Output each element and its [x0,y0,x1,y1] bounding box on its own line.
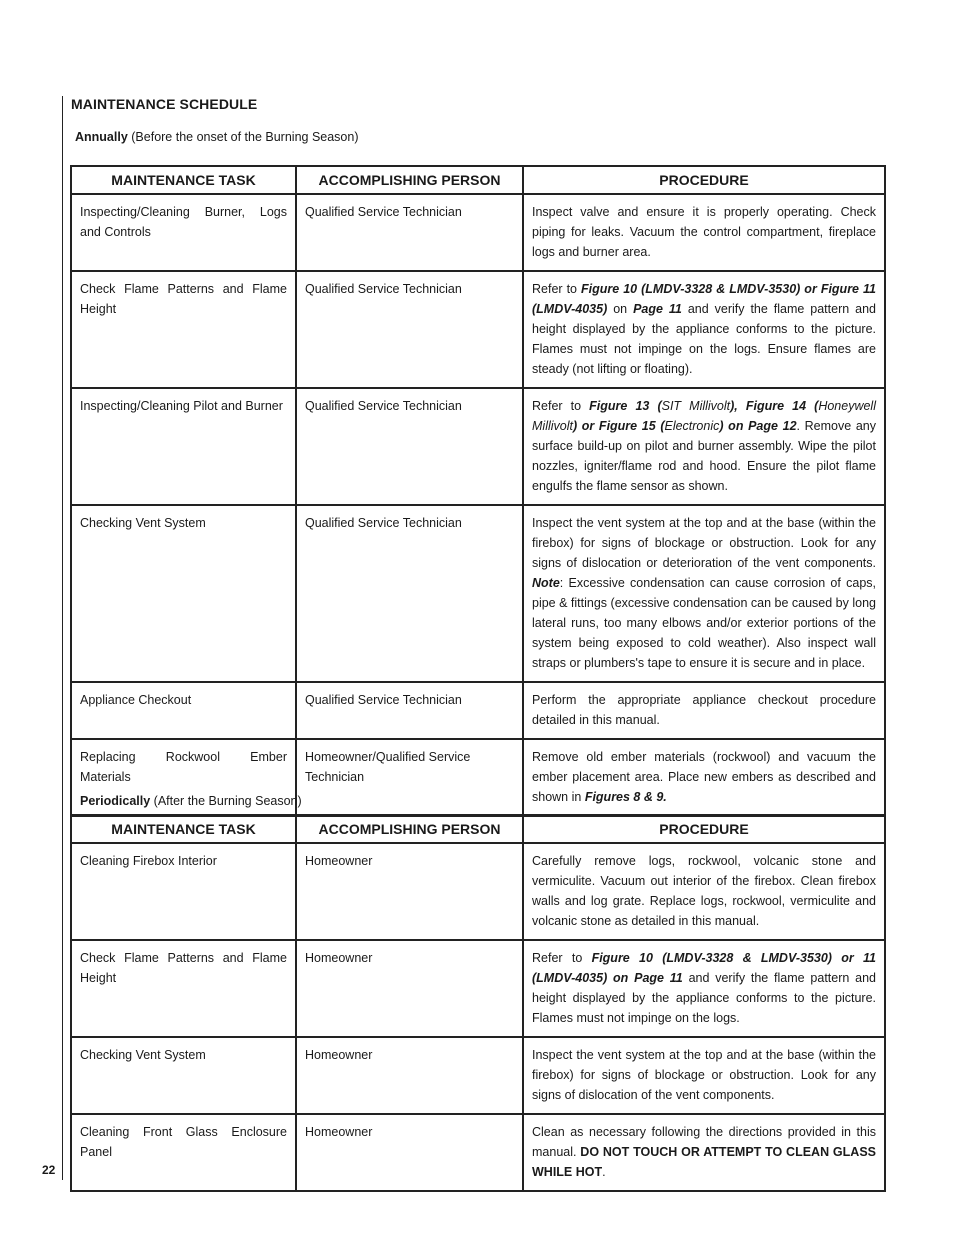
procedure-text-segment: ) or Figure 15 ( [572,419,665,433]
procedure-text-segment: Figure 13 ( [589,399,662,413]
procedure-text-segment: Inspect valve and ensure it is properly operating. Check piping for leaks. Vacuum the control compartment, fireplace logs and burner area. [532,205,876,259]
table-row [71,940,885,1037]
procedure-text-segment: Clean as necessary following the directions provided in this manual. [532,1125,876,1159]
procedure-text-segment: . [602,1165,606,1179]
cell-person: Qualified Service Technician [296,505,523,682]
procedure-text-segment: and verify the flame pattern and height displayed by the appliance conforms to the picture. Flames must not impinge on the logs. Ensure flames are steady (not lifting or floating). [532,302,877,376]
col-header-procedure: PROCEDURE [523,815,885,843]
cell-person: Qualified Service Technician [296,682,523,739]
col-header-procedure: PROCEDURE [523,166,885,194]
procedure-text-segment: DO NOT TOUCH OR ATTEMPT TO CLEAN GLASS WHILE HOT [532,1145,876,1179]
table-row [71,1037,885,1114]
procedure-text-segment: Honeywell Millivolt [532,399,876,433]
procedure-text-segment: Electronic [664,419,720,433]
procedure-text-segment: and verify the flame pattern and height displayed by the appliance conforms to the picture. Flames must not impinge on the logs. [532,971,876,1025]
page-number: 22 [42,1163,56,1177]
page-heading: MAINTENANCE SCHEDULE [71,96,258,112]
col-header-task: MAINTENANCE TASK [71,815,296,843]
cell-task: Appliance Checkout [71,682,296,739]
section-label-bold: Annually [75,130,128,144]
procedure-text-segment: Perform the appropriate appliance checkout procedure detailed in this manual. [532,693,876,727]
cell-task: Inspecting/Cleaning Burner, Logs and Controls [71,194,296,271]
procedure-text-segment: . Remove any surface build-up on pilot and burner assembly. Wipe the pilot nozzles, igniter/flame rod and hood. Ensure the pilot flame engulfs the flame sensor as shown. [532,419,876,493]
cell-task: Check Flame Patterns and Flame Height [71,940,296,1037]
col-header-task: MAINTENANCE TASK [71,166,296,194]
procedure-text-segment: Carefully remove logs, rockwool, volcanic stone and vermiculite. Vacuum out interior of the firebox. Clean firebox walls and log grate. Replace logs, rockwool, vermiculite and volcanic stone as detailed in this manual. [532,854,876,928]
procedure-text-segment: Refer to [532,282,581,296]
procedure-text-segment: ) on Page 12 [719,419,797,433]
procedure-text-segment: on [607,302,634,316]
col-header-person: ACCOMPLISHING PERSON [296,166,523,194]
cell-procedure [523,739,885,816]
section-label-bold: Periodically [80,794,151,808]
section-label-rest: (Before the onset of the Burning Season) [127,130,359,144]
cell-procedure [523,1037,885,1114]
procedure-text-segment: Inspect the vent system at the top and at the base (within the firebox) for signs of blockage or obstruction. Look for any signs of dislocation of the vent components. [532,1048,876,1102]
procedure-text-segment: Figures 8 & 9. [584,790,667,804]
procedure-text-segment: Refer to [532,399,590,413]
cell-procedure [523,271,885,388]
cell-procedure [523,940,885,1037]
cell-procedure [523,843,885,940]
procedure-text-segment: SIT Millivolt [661,399,731,413]
cell-task: Cleaning Front Glass Enclosure Panel [71,1114,296,1191]
section-label-annually [75,130,359,144]
table-header-row [71,815,885,843]
table-body [71,843,885,1191]
cell-task: Cleaning Firebox Interior [71,843,296,940]
cell-task: Checking Vent System [71,1037,296,1114]
table-row [71,388,885,505]
procedure-text-segment: Refer to [532,951,592,965]
procedure-text-segment: Figure 10 (LMDV-3328 & LMDV-3530) or Figure 11 (LMDV-4035) [532,282,876,316]
procedure-text-segment: : Excessive condensation can cause corrosion of caps, pipe & fittings (excessive condensation can be caused by long lateral runs, too many elbows and/or exterior portions of the system being exposed to cold weather). Also inspect wall straps or plumbers's tape to ensure it is secure and in place. [532,576,876,670]
section-label-periodically [80,794,302,808]
cell-person: Qualified Service Technician [296,271,523,388]
table-row [71,271,885,388]
cell-person: Homeowner [296,1114,523,1191]
procedure-text-segment: Remove old ember materials (rockwool) and vacuum the ember placement area. Place new embers as described and shown in [532,750,876,804]
left-margin-rule [62,96,63,1180]
table-row [71,682,885,739]
cell-person: Qualified Service Technician [296,388,523,505]
procedure-text-segment: Inspect the vent system at the top and at the base (within the firebox) for signs of blockage or obstruction. Look for any signs of dislocation or deterioration of the vent components. [532,516,876,570]
table-row [71,843,885,940]
procedure-text-segment: Page 11 [633,302,682,316]
procedure-text-segment: ), Figure 14 ( [730,399,819,413]
cell-person: Homeowner [296,843,523,940]
cell-procedure [523,505,885,682]
table-row [71,1114,885,1191]
cell-task: Replacing Rockwool Ember Materials [71,739,296,816]
table-row [71,505,885,682]
cell-procedure [523,682,885,739]
cell-task: Check Flame Patterns and Flame Height [71,271,296,388]
table-row [71,194,885,271]
cell-task: Checking Vent System [71,505,296,682]
section-label-rest: (After the Burning Season) [150,794,302,808]
cell-person: Qualified Service Technician [296,194,523,271]
cell-person: Homeowner/Qualified Service Technician [296,739,523,816]
annual-schedule-table [70,165,886,817]
cell-procedure [523,194,885,271]
procedure-text-segment: Note [532,576,560,590]
cell-procedure [523,388,885,505]
cell-person: Homeowner [296,940,523,1037]
table-body [71,194,885,816]
table-header-row [71,166,885,194]
cell-task: Inspecting/Cleaning Pilot and Burner [71,388,296,505]
periodic-schedule-table [70,814,886,1192]
procedure-text-segment: Figure 10 (LMDV-3328 & LMDV-3530) or 11 (LMDV-4035) on Page 11 [532,951,877,985]
col-header-person: ACCOMPLISHING PERSON [296,815,523,843]
cell-procedure [523,1114,885,1191]
cell-person: Homeowner [296,1037,523,1114]
